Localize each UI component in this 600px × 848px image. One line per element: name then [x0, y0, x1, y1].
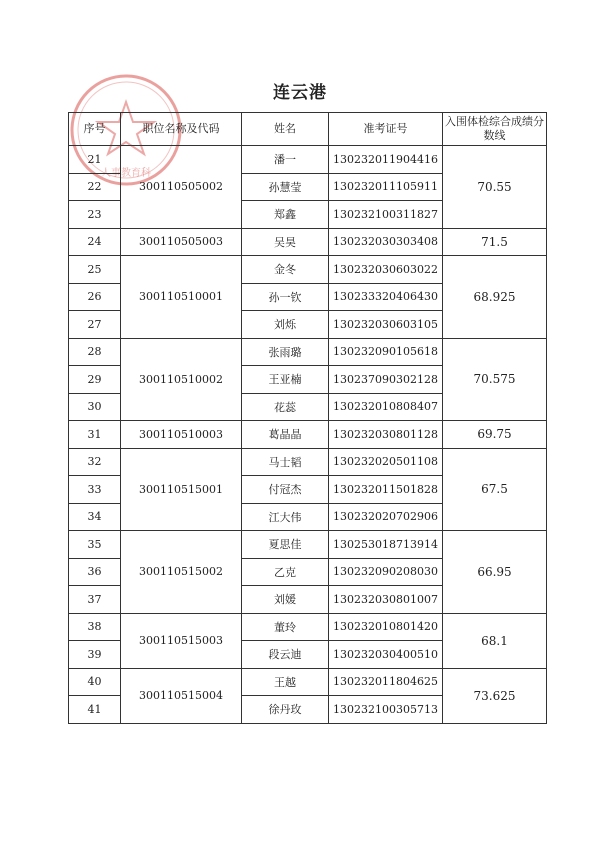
cell-score: 66.95 [443, 531, 547, 614]
cell-name: 潘一 [242, 146, 329, 174]
cell-name: 王越 [242, 668, 329, 696]
svg-text:人事教育科: 人事教育科 [101, 168, 151, 179]
cell-seq: 27 [69, 311, 121, 339]
cell-exam-no: 130232010801420 [329, 613, 443, 641]
table-row [69, 146, 547, 174]
cell-score: 67.5 [443, 448, 547, 531]
cell-exam-no: 130237090302128 [329, 366, 443, 394]
table-row [69, 448, 547, 476]
cell-seq: 41 [69, 696, 121, 724]
table-row [69, 256, 547, 284]
cell-score: 70.55 [443, 146, 547, 229]
cell-name: 金冬 [242, 256, 329, 284]
cell-exam-no: 130232030603105 [329, 311, 443, 339]
cell-score: 73.625 [443, 668, 547, 723]
cell-exam-no: 130232090208030 [329, 558, 443, 586]
cell-position-code: 300110510001 [121, 256, 242, 339]
cell-seq: 30 [69, 393, 121, 421]
header-exam-no: 准考证号 [329, 113, 443, 146]
cell-exam-no: 130232020702906 [329, 503, 443, 531]
cell-name: 王亚楠 [242, 366, 329, 394]
cell-seq: 37 [69, 586, 121, 614]
cell-exam-no: 130232011804625 [329, 668, 443, 696]
cell-exam-no: 130232020501108 [329, 448, 443, 476]
cell-name: 徐丹玫 [242, 696, 329, 724]
cell-exam-no: 130232030801007 [329, 586, 443, 614]
cell-name: 刘媛 [242, 586, 329, 614]
cell-score: 69.75 [443, 421, 547, 449]
cell-name: 孙一钦 [242, 283, 329, 311]
cell-seq: 25 [69, 256, 121, 284]
cell-seq: 38 [69, 613, 121, 641]
cell-name: 段云迪 [242, 641, 329, 669]
cell-seq: 33 [69, 476, 121, 504]
cell-exam-no: 130232011105911 [329, 173, 443, 201]
cell-position-code: 300110515001 [121, 448, 242, 531]
cell-exam-no: 130232030801128 [329, 421, 443, 449]
cell-name: 乙克 [242, 558, 329, 586]
cell-seq: 29 [69, 366, 121, 394]
cell-score: 68.925 [443, 256, 547, 339]
page-title: 连云港 [273, 83, 327, 103]
cell-exam-no: 130232011904416 [329, 146, 443, 174]
cell-name: 付冠杰 [242, 476, 329, 504]
cell-name: 吴昊 [242, 228, 329, 256]
cell-name: 董玲 [242, 613, 329, 641]
cell-position-code: 300110515004 [121, 668, 242, 723]
cell-seq: 36 [69, 558, 121, 586]
cell-score: 68.1 [443, 613, 547, 668]
header-seq: 序号 [69, 113, 121, 146]
table-row [69, 228, 547, 256]
cell-seq: 26 [69, 283, 121, 311]
cell-seq: 31 [69, 421, 121, 449]
cell-seq: 23 [69, 201, 121, 229]
cell-exam-no: 130233320406430 [329, 283, 443, 311]
cell-seq: 32 [69, 448, 121, 476]
cell-exam-no: 130232090105618 [329, 338, 443, 366]
cell-exam-no: 130232010808407 [329, 393, 443, 421]
cell-position-code: 300110510002 [121, 338, 242, 421]
cell-exam-no: 130253018713914 [329, 531, 443, 559]
table-row [69, 421, 547, 449]
cell-name: 马士韬 [242, 448, 329, 476]
cell-name: 花蕊 [242, 393, 329, 421]
cell-seq: 28 [69, 338, 121, 366]
table-row [69, 531, 547, 559]
header-name: 姓名 [242, 113, 329, 146]
cell-seq: 35 [69, 531, 121, 559]
table-row [69, 613, 547, 641]
cell-position-code: 300110515002 [121, 531, 242, 614]
cell-seq: 24 [69, 228, 121, 256]
header-score: 入围体检综合成绩分数线 [443, 113, 547, 146]
cell-score: 70.575 [443, 338, 547, 421]
cell-name: 张雨璐 [242, 338, 329, 366]
cell-name: 孙慧莹 [242, 173, 329, 201]
cell-exam-no: 130232100305713 [329, 696, 443, 724]
cell-position-code: 300110505002 [121, 146, 242, 229]
table-row [69, 338, 547, 366]
header-position: 职位名称及代码 [121, 113, 242, 146]
cell-seq: 21 [69, 146, 121, 174]
cell-name: 葛晶晶 [242, 421, 329, 449]
cell-seq: 39 [69, 641, 121, 669]
cell-name: 夏思佳 [242, 531, 329, 559]
cell-seq: 40 [69, 668, 121, 696]
cell-exam-no: 130232030400510 [329, 641, 443, 669]
cell-exam-no: 130232100311827 [329, 201, 443, 229]
cell-name: 郑鑫 [242, 201, 329, 229]
cell-exam-no: 130232030303408 [329, 228, 443, 256]
cell-seq: 34 [69, 503, 121, 531]
table-row [69, 668, 547, 696]
cell-exam-no: 130232030603022 [329, 256, 443, 284]
cell-score: 71.5 [443, 228, 547, 256]
cell-name: 刘烁 [242, 311, 329, 339]
cell-position-code: 300110510003 [121, 421, 242, 449]
table-body [69, 146, 547, 724]
table-header-row [69, 113, 547, 146]
cell-position-code: 300110515003 [121, 613, 242, 668]
cell-name: 江大伟 [242, 503, 329, 531]
cell-seq: 22 [69, 173, 121, 201]
cell-exam-no: 130232011501828 [329, 476, 443, 504]
cell-position-code: 300110505003 [121, 228, 242, 256]
results-table [68, 112, 547, 724]
